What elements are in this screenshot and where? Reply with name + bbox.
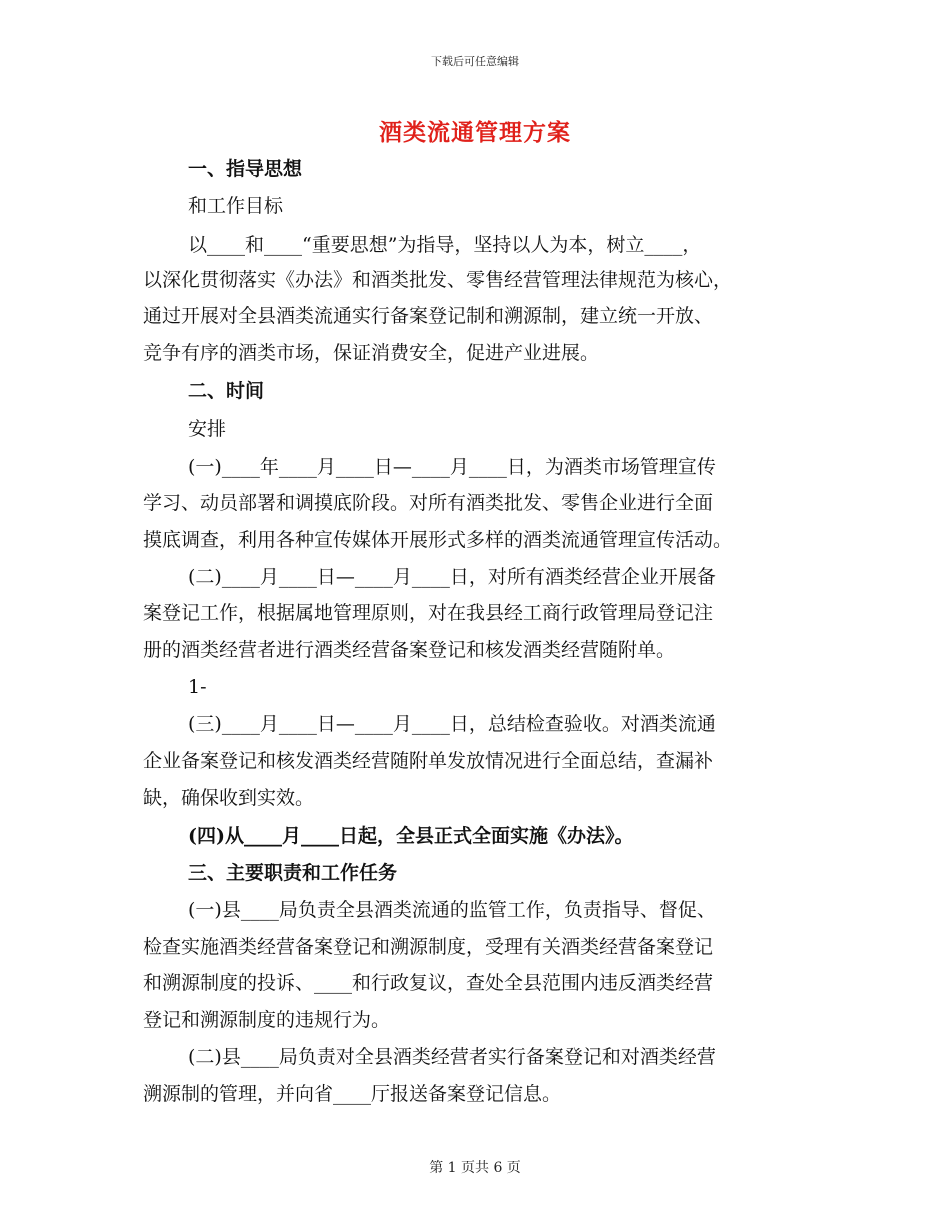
paragraph-line: 以____和____“重要思想”为指导，坚持以人为本，树立____，	[188, 234, 702, 256]
bold-paragraph-line: (四)从____月____日起，全县正式全面实施《办法》。	[188, 825, 634, 847]
paragraph-line: 和工作目标	[188, 195, 284, 217]
document-title: 酒类流通管理方案	[379, 119, 571, 146]
paragraph-line: 摸底调查，利用各种宣传媒体开展形式多样的酒类流通管理宣传活动。	[143, 529, 733, 551]
paragraph-line: 和溯源制度的投诉、____和行政复议，查处全县范围内违反酒类经营	[143, 972, 714, 994]
paragraph-line: (一)____年____月____日—____月____日，为酒类市场管理宣传	[188, 456, 716, 478]
paragraph-line: 溯源制的管理，并向省____厅报送备案登记信息。	[143, 1083, 562, 1105]
paragraph-line: 案登记工作，根据属地管理原则，对在我县经工商行政管理局登记注	[143, 602, 714, 624]
paragraph-line: 册的酒类经营者进行酒类经营备案登记和核发酒类经营随附单。	[143, 639, 676, 661]
paragraph-line: 安排	[188, 418, 227, 440]
paragraph-line: 学习、动员部署和调摸底阶段。对所有酒类批发、零售企业进行全面	[143, 492, 714, 514]
paragraph-line: 以深化贯彻落实《办法》和酒类批发、零售经营管理法律规范为核心，	[143, 269, 733, 291]
section-heading-2: 二、时间	[188, 380, 265, 402]
section-heading-3: 三、主要职责和工作任务	[188, 862, 398, 884]
paragraph-line: 检查实施酒类经营备案登记和溯源制度，受理有关酒类经营备案登记	[143, 936, 714, 958]
paragraph-line: 缺，确保收到实效。	[143, 787, 315, 809]
paragraph-line: 企业备案登记和核发酒类经营随附单发放情况进行全面总结，查漏补	[143, 750, 714, 772]
page-marker: 1-	[188, 676, 207, 698]
page-footer: 第 1 页共 6 页	[429, 1160, 521, 1176]
paragraph-line: 登记和溯源制度的违规行为。	[143, 1009, 391, 1031]
section-heading-1: 一、指导思想	[188, 158, 303, 180]
paragraph-line: (二)____月____日—____月____日，对所有酒类经营企业开展备	[188, 566, 716, 588]
paragraph-line: (一)县____局负责全县酒类流通的监管工作，负责指导、督促、	[188, 899, 716, 921]
paragraph-line: 通过开展对全县酒类流通实行备案登记制和溯源制，建立统一开放、	[143, 305, 714, 327]
paragraph-line: 竞争有序的酒类市场，保证消费安全，促进产业进展。	[143, 342, 600, 364]
page-header: 下载后可任意编辑	[431, 55, 519, 68]
paragraph-line: (二)县____局负责对全县酒类经营者实行备案登记和对酒类经营	[188, 1046, 716, 1068]
paragraph-line: (三)____月____日—____月____日，总结检查验收。对酒类流通	[188, 713, 716, 735]
